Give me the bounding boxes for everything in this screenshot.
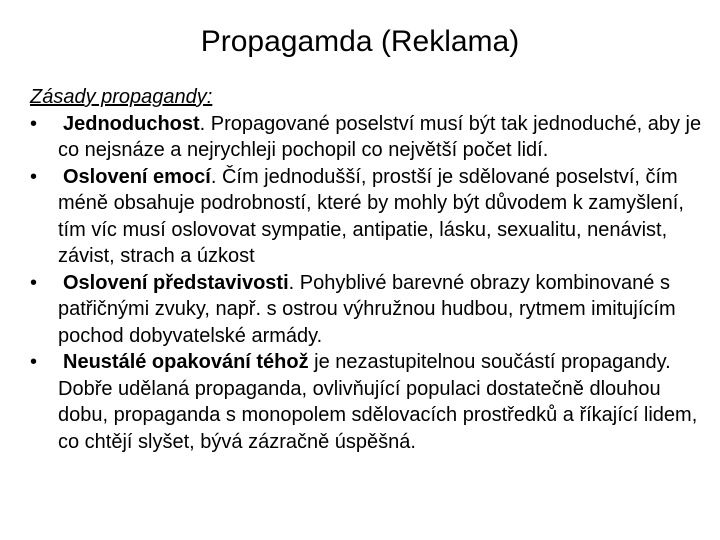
bullet-text: . Čím jednodušší, prostší je sdělované poselství, čím méně obsahuje podrobností, které by mohly být důvodem k zamyšlení, tím víc musí oslovovat sympatie, antipatie, lásku, sexualitu, nenávist, závist, strach a úzkost [58, 165, 684, 267]
bullet-icon: • [30, 112, 38, 135]
bullet-list [30, 111, 710, 456]
bullet-text: je nezastupitelnou součástí propagandy. Dobře udělaná propaganda, ovlivňující populaci dostatečně dlouhou dobu, propaganda s monopolem sdělovacích prostředků a říkající lidem, co chtějí slyšet, bývá zázračně úspěšná. [58, 351, 698, 453]
slide-title: Propagamda (Reklama) [200, 25, 520, 58]
bullet-text: . Pohyblivé barevné obrazy kombinované s patřičnými zvuky, např. s ostrou výhružnou hudbou, rytmem imitujícím pochod dobyvatelské armády. [58, 271, 676, 347]
bullet-term: Oslovení emocí [63, 165, 211, 188]
bullet-icon: • [30, 271, 38, 294]
bullet-text: . Propagované poselství musí být tak jednoduché, aby je co nejsnáze a nejrychleji pochopil co největší počet lidí. [58, 112, 702, 161]
bullet-term: Jednoduchost [63, 112, 200, 135]
slide-content [30, 84, 710, 455]
bullet-term: Neustálé opakování téhož [63, 351, 309, 373]
bullet-item-jednoduchost [30, 111, 710, 164]
bullet-item-osloveni-predstavivosti [30, 270, 710, 350]
bullet-icon: • [30, 351, 38, 373]
bullet-item-osloveni-emoci [30, 164, 710, 270]
bullet-icon: • [30, 165, 38, 188]
bullet-item-opakovani [30, 349, 710, 455]
bullet-term: Oslovení představivosti [63, 271, 289, 294]
section-heading: Zásady propagandy: [30, 86, 213, 108]
